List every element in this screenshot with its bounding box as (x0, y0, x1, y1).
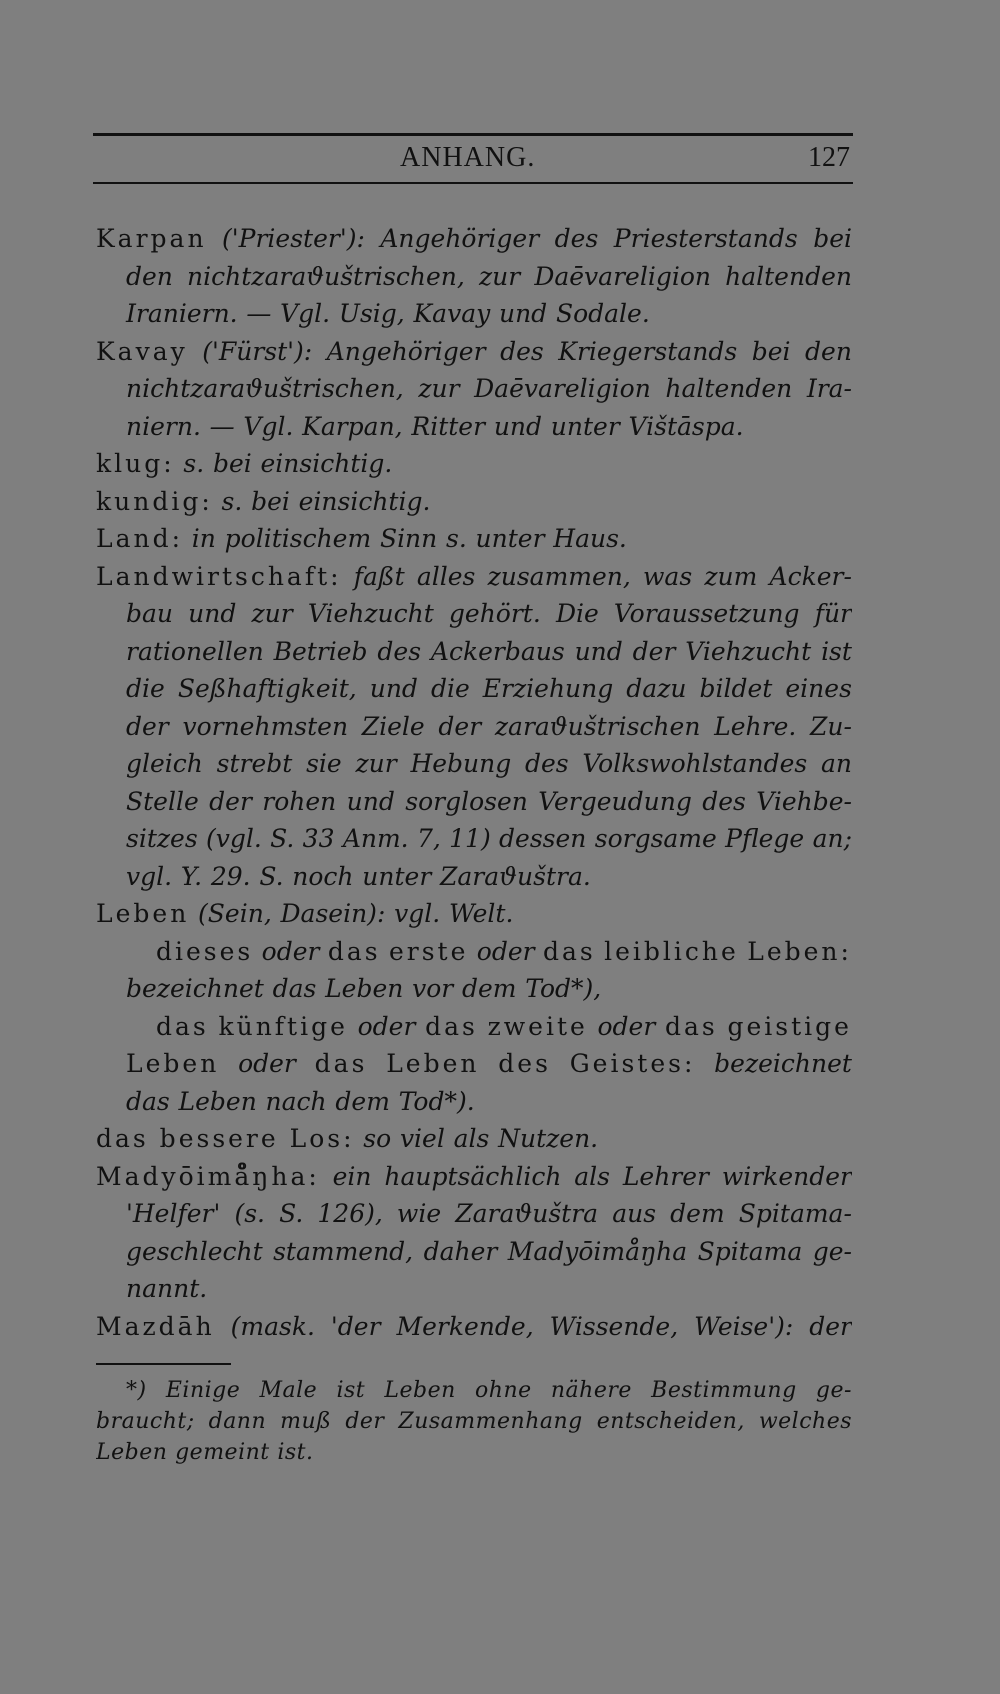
text-word: eines (785, 674, 852, 703)
text-word: dazu (626, 674, 687, 703)
italic-word: oder (357, 1011, 416, 1041)
text-word: welches (758, 1409, 852, 1434)
entry-text-word: zusammen, (487, 561, 631, 591)
body-line (96, 1120, 852, 1158)
body-line (96, 595, 852, 633)
text-word: des (702, 786, 746, 816)
entry-text-word: Priesterstands (613, 224, 798, 253)
text-word: ge- (815, 1378, 852, 1403)
text-word: bildet (699, 674, 773, 703)
text-word: und (493, 411, 543, 441)
text-word: Hebung (410, 749, 512, 778)
entry-headword: Kavay (96, 336, 188, 366)
spaced-word: künftige (218, 1011, 348, 1041)
spaced-word: geistige (727, 1011, 852, 1041)
text-word: Vištāspa. (628, 411, 744, 441)
entry-text-word: Merkende, (396, 1311, 534, 1341)
text-word: und (346, 786, 395, 816)
text-word: den (126, 261, 173, 291)
text-word: der (632, 636, 676, 666)
entry-text-word: Angehöriger (380, 224, 540, 253)
entry-headword: kundig: (96, 486, 213, 516)
body-line (96, 1158, 852, 1196)
text-word: der (345, 1409, 385, 1434)
spaced-word: das (665, 1011, 718, 1041)
text-word: Vgl. (280, 299, 331, 328)
entry-text-word: zum (704, 561, 758, 591)
text-word: Pflege (725, 824, 805, 853)
entry-text-word: (mask. (230, 1311, 315, 1341)
text-word: unter (550, 411, 620, 441)
text-word: Ziele (361, 711, 425, 741)
text-word: (s. (234, 1199, 265, 1228)
text-word: 'Helfer' (126, 1199, 221, 1228)
body-line (96, 220, 852, 258)
text-word: Leben (384, 1378, 456, 1403)
text-word: an (820, 749, 852, 778)
text-word: — (209, 411, 235, 441)
entry-text-word: bei (251, 486, 290, 516)
entry-text-word: unter (475, 524, 545, 553)
entry-text-word: ein (332, 1161, 372, 1191)
text-word: sorglosen (405, 786, 528, 816)
text-word: Erziehung (482, 674, 614, 703)
entry-text-word: Haus. (553, 524, 627, 553)
spaced-word: das (543, 936, 596, 966)
body-line (96, 520, 852, 558)
text-word: Zu- (810, 711, 852, 741)
body-line (96, 670, 852, 708)
body-line (96, 820, 852, 858)
entry-text-word: politischem (224, 524, 372, 553)
body-line (96, 1270, 852, 1308)
text-word: der (209, 786, 252, 816)
text-word: vornehmsten (182, 711, 349, 741)
body-line (96, 370, 852, 408)
footnote-line (96, 1406, 852, 1437)
footnote-line (96, 1437, 852, 1468)
text-word: S. (270, 824, 295, 853)
text-word: Spitama- (738, 1199, 852, 1228)
body-line (96, 333, 852, 371)
text-word: muß (280, 1409, 332, 1434)
text-word: (vgl. (206, 824, 262, 853)
entry-headword: klug: (96, 449, 175, 478)
text-word: und (188, 599, 237, 628)
text-word: Vergeudung (538, 786, 692, 816)
text-word: aus (612, 1199, 657, 1228)
text-word: dem (462, 974, 517, 1003)
body-line (96, 1083, 852, 1121)
entry-text-word: bei (751, 336, 791, 366)
spaced-word: das (156, 1011, 209, 1041)
running-head: ANHANG. (400, 142, 536, 173)
entry-text-word: Sinn (379, 524, 438, 553)
text-word: ist. (277, 1440, 314, 1465)
entry-text-word: den (805, 336, 852, 366)
text-word: Stelle (126, 786, 199, 816)
entry-headword: Land: (96, 524, 184, 553)
body-line (96, 858, 852, 896)
entry-text-word: s. (446, 524, 467, 553)
text-word: Einige (165, 1378, 241, 1403)
text-word: Bestimmung (651, 1378, 797, 1403)
italic-word: bezeichnet (714, 1049, 852, 1078)
spaced-word: Leben (126, 1049, 220, 1078)
text-word: strebt (216, 749, 293, 778)
text-word: ge- (812, 1236, 852, 1266)
text-word: haltenden (665, 374, 793, 403)
italic-word: oder (597, 1011, 656, 1041)
italic-word: oder (238, 1049, 296, 1078)
spaced-word: Leben: (747, 936, 852, 966)
text-word: Spitama (697, 1236, 803, 1266)
text-word: der (438, 711, 482, 741)
text-word: Zaraϑuštra. (440, 861, 591, 891)
text-word: Daēvareligion (474, 374, 651, 403)
footnote-rule (96, 1363, 231, 1365)
header-rule-top (93, 133, 853, 136)
entry-headword: das bessere Los: (96, 1124, 355, 1153)
text-word: daher (423, 1236, 498, 1266)
entry-text-word: s. (221, 486, 243, 516)
text-word: Ritter (411, 411, 486, 441)
text-word: zur (355, 749, 397, 778)
body-line (96, 1195, 852, 1233)
text-word: Iraniern. (126, 299, 238, 328)
text-word: nichtzaraϑuštrischen, (126, 374, 404, 403)
spaced-word: leibliche (604, 936, 739, 966)
body-line (96, 408, 852, 446)
entry-text-word: was (643, 561, 693, 591)
text-word: S. (259, 861, 284, 891)
text-word: Leben (96, 1440, 168, 1465)
text-word: niern. (126, 411, 201, 441)
text-word: und (574, 636, 623, 666)
text-word: 126), (317, 1199, 383, 1228)
text-word: 33 (302, 824, 335, 853)
text-word: — (246, 299, 272, 328)
text-word: zur (418, 374, 460, 403)
text-word: dann (208, 1409, 267, 1434)
spaced-word: zweite (487, 1011, 588, 1041)
body-line (96, 1008, 852, 1046)
text-word: bezeichnet (126, 974, 264, 1003)
text-word: braucht; (96, 1409, 195, 1434)
text-word: Zusammenhang (398, 1409, 583, 1434)
text-word: Leben (325, 974, 404, 1003)
text-word: *) (126, 1378, 147, 1403)
text-word: stammend, (273, 1236, 414, 1266)
entry-text-word: der (809, 1311, 852, 1341)
entry-text-word: als (453, 1124, 490, 1153)
entry-text-word: Weise'): (694, 1311, 794, 1341)
header-rule-bottom (93, 182, 853, 184)
body-line (96, 895, 852, 933)
text-word: Y. (180, 861, 203, 891)
entry-text-word: faßt (353, 561, 405, 591)
text-word: Madyōimå̊ŋha (507, 1236, 688, 1266)
italic-word: oder (476, 936, 535, 966)
text-word: rohen (262, 786, 337, 816)
text-word: Betrieb (273, 636, 368, 666)
body-line (96, 970, 852, 1008)
text-word: Voraussetzung (613, 599, 800, 628)
entry-text-word: hauptsächlich (384, 1161, 562, 1191)
spaced-word: erste (388, 936, 469, 966)
body-line (96, 745, 852, 783)
spaced-word: Leben (386, 1049, 480, 1078)
text-word: Vgl. (243, 411, 294, 441)
entry-text-word: wirkender (721, 1161, 852, 1191)
text-word: Ackerbaus (430, 636, 565, 666)
text-word: Volkswohlstandes (582, 749, 808, 778)
italic-word: oder (261, 936, 320, 966)
entry-text-word: Welt. (448, 899, 514, 928)
text-word: vgl. (126, 861, 173, 891)
body-line (96, 445, 852, 483)
text-word: zur (478, 261, 521, 291)
entry-text-word: des (554, 224, 599, 253)
body-line (96, 1233, 852, 1271)
text-word: wie (396, 1199, 442, 1228)
text-word: haltenden (725, 261, 852, 291)
text-word: S. (279, 1199, 304, 1228)
text-word: Tod*). (398, 1086, 475, 1116)
footnote-line (96, 1375, 852, 1406)
spaced-word: dieses (156, 936, 254, 966)
text-word: Karpan, (302, 411, 403, 441)
entry-headword: Leben (96, 899, 190, 928)
text-word: Lehre. (714, 711, 797, 741)
text-word: der (126, 711, 169, 741)
text-word: Kavay (413, 299, 491, 328)
entry-text-word: ('Priester'): (222, 224, 365, 253)
text-word: ist (821, 636, 852, 666)
entry-text-word: (Sein, (198, 899, 272, 928)
text-word: die (430, 674, 470, 703)
text-word: sitzes (126, 824, 198, 853)
entry-text-word: viel (399, 1124, 445, 1153)
entry-text-word: vgl. (394, 899, 441, 928)
text-word: 29. (210, 861, 251, 891)
text-word: 7, (416, 824, 441, 853)
text-word: dessen (499, 824, 587, 853)
entry-text-word: Lehrer (622, 1161, 710, 1191)
entry-text-word: bei (813, 224, 852, 253)
spaced-word: des (498, 1049, 551, 1078)
entry-text-word: Acker- (769, 561, 852, 591)
text-word: nannt. (126, 1274, 208, 1303)
text-word: Anm. (342, 824, 409, 853)
glossary-body (96, 220, 852, 1345)
text-word: geschlecht (126, 1236, 263, 1266)
text-word: zaraϑuštrischen (494, 711, 701, 741)
spaced-word: das (425, 1011, 478, 1041)
text-word: Ira- (806, 374, 852, 403)
body-line (96, 1308, 852, 1346)
text-word: unter (362, 861, 432, 891)
body-line (96, 708, 852, 746)
text-word: dem (670, 1199, 725, 1228)
text-word: ist (336, 1378, 366, 1403)
entry-text-word: Kriegerstands (558, 336, 738, 366)
text-word: zur (251, 599, 293, 628)
entry-text-word: Wissende, (549, 1311, 679, 1341)
text-word: die (126, 674, 165, 703)
text-word: Die (555, 599, 599, 628)
entry-headword: Landwirtschaft: (96, 561, 342, 591)
text-word: Male (259, 1378, 318, 1403)
text-word: Sodale. (555, 299, 650, 328)
text-word: ohne (475, 1378, 532, 1403)
text-word: Daēvareligion (534, 261, 711, 291)
body-line (96, 258, 852, 296)
text-word: des (525, 749, 569, 778)
text-word: 11) (449, 824, 491, 853)
text-word: bau (126, 599, 174, 628)
body-line (96, 933, 852, 971)
spaced-word: das (314, 1049, 368, 1078)
body-line (96, 633, 852, 671)
entry-text-word: ('Fürst'): (202, 336, 313, 366)
entry-text-word: s. (183, 449, 205, 478)
text-word: nach (265, 1086, 327, 1116)
text-word: vor (412, 974, 454, 1003)
text-word: Leben (178, 1086, 257, 1116)
text-word: Zaraϑuštra (455, 1199, 599, 1228)
entry-text-word: einsichtig. (260, 449, 393, 478)
entry-headword: Karpan (96, 224, 207, 253)
body-line (96, 483, 852, 521)
entry-text-word: 'der (330, 1311, 381, 1341)
entry-text-word: so (363, 1124, 392, 1153)
entry-text-word: in (191, 524, 216, 553)
body-line (96, 295, 852, 333)
text-word: entscheiden, (596, 1409, 745, 1434)
spaced-word: Geistes: (569, 1049, 696, 1078)
text-word: sorgsame (594, 824, 717, 853)
text-word: gehört. (448, 599, 541, 628)
text-word: nichtzaraϑuštrischen, (187, 261, 465, 291)
text-word: Tod*), (525, 974, 602, 1003)
entry-text-word: einsichtig. (298, 486, 431, 516)
text-word: des (377, 636, 422, 666)
body-line (96, 558, 852, 596)
text-word: rationellen (126, 636, 264, 666)
text-word: dem (335, 1086, 390, 1116)
text-word: für (814, 599, 852, 628)
entry-text-word: alles (416, 561, 476, 591)
text-word: an; (812, 824, 852, 853)
text-word: noch (292, 861, 354, 891)
entry-text-word: Nutzen. (498, 1124, 599, 1153)
text-word: und (369, 674, 418, 703)
entry-text-word: des (500, 336, 544, 366)
spaced-word: das (327, 936, 381, 966)
footnote (96, 1375, 852, 1468)
page-number: 127 (808, 142, 850, 173)
entry-headword: Madyōimå̊ŋha: (96, 1161, 320, 1191)
entry-text-word: als (574, 1161, 610, 1191)
text-word: Viehzucht (307, 599, 434, 628)
text-word: Seßhaftigkeit, (177, 674, 357, 703)
text-word: gemeint (175, 1440, 270, 1465)
text-word: das (126, 1086, 170, 1116)
text-word: Viehbe- (756, 786, 852, 816)
body-line (96, 1045, 852, 1083)
text-word: sie (306, 749, 342, 778)
text-word: und (498, 299, 548, 328)
text-word: nähere (550, 1378, 632, 1403)
text-word: gleich (126, 749, 203, 778)
entry-headword: Mazdāh (96, 1311, 215, 1341)
entry-text-word: Dasein): (280, 899, 386, 928)
text-word: Usig, (338, 299, 405, 328)
entry-text-word: Angehöriger (326, 336, 486, 366)
entry-text-word: bei (212, 449, 252, 478)
text-word: Viehzucht (685, 636, 812, 666)
text-word: das (272, 974, 317, 1003)
body-line (96, 783, 852, 821)
